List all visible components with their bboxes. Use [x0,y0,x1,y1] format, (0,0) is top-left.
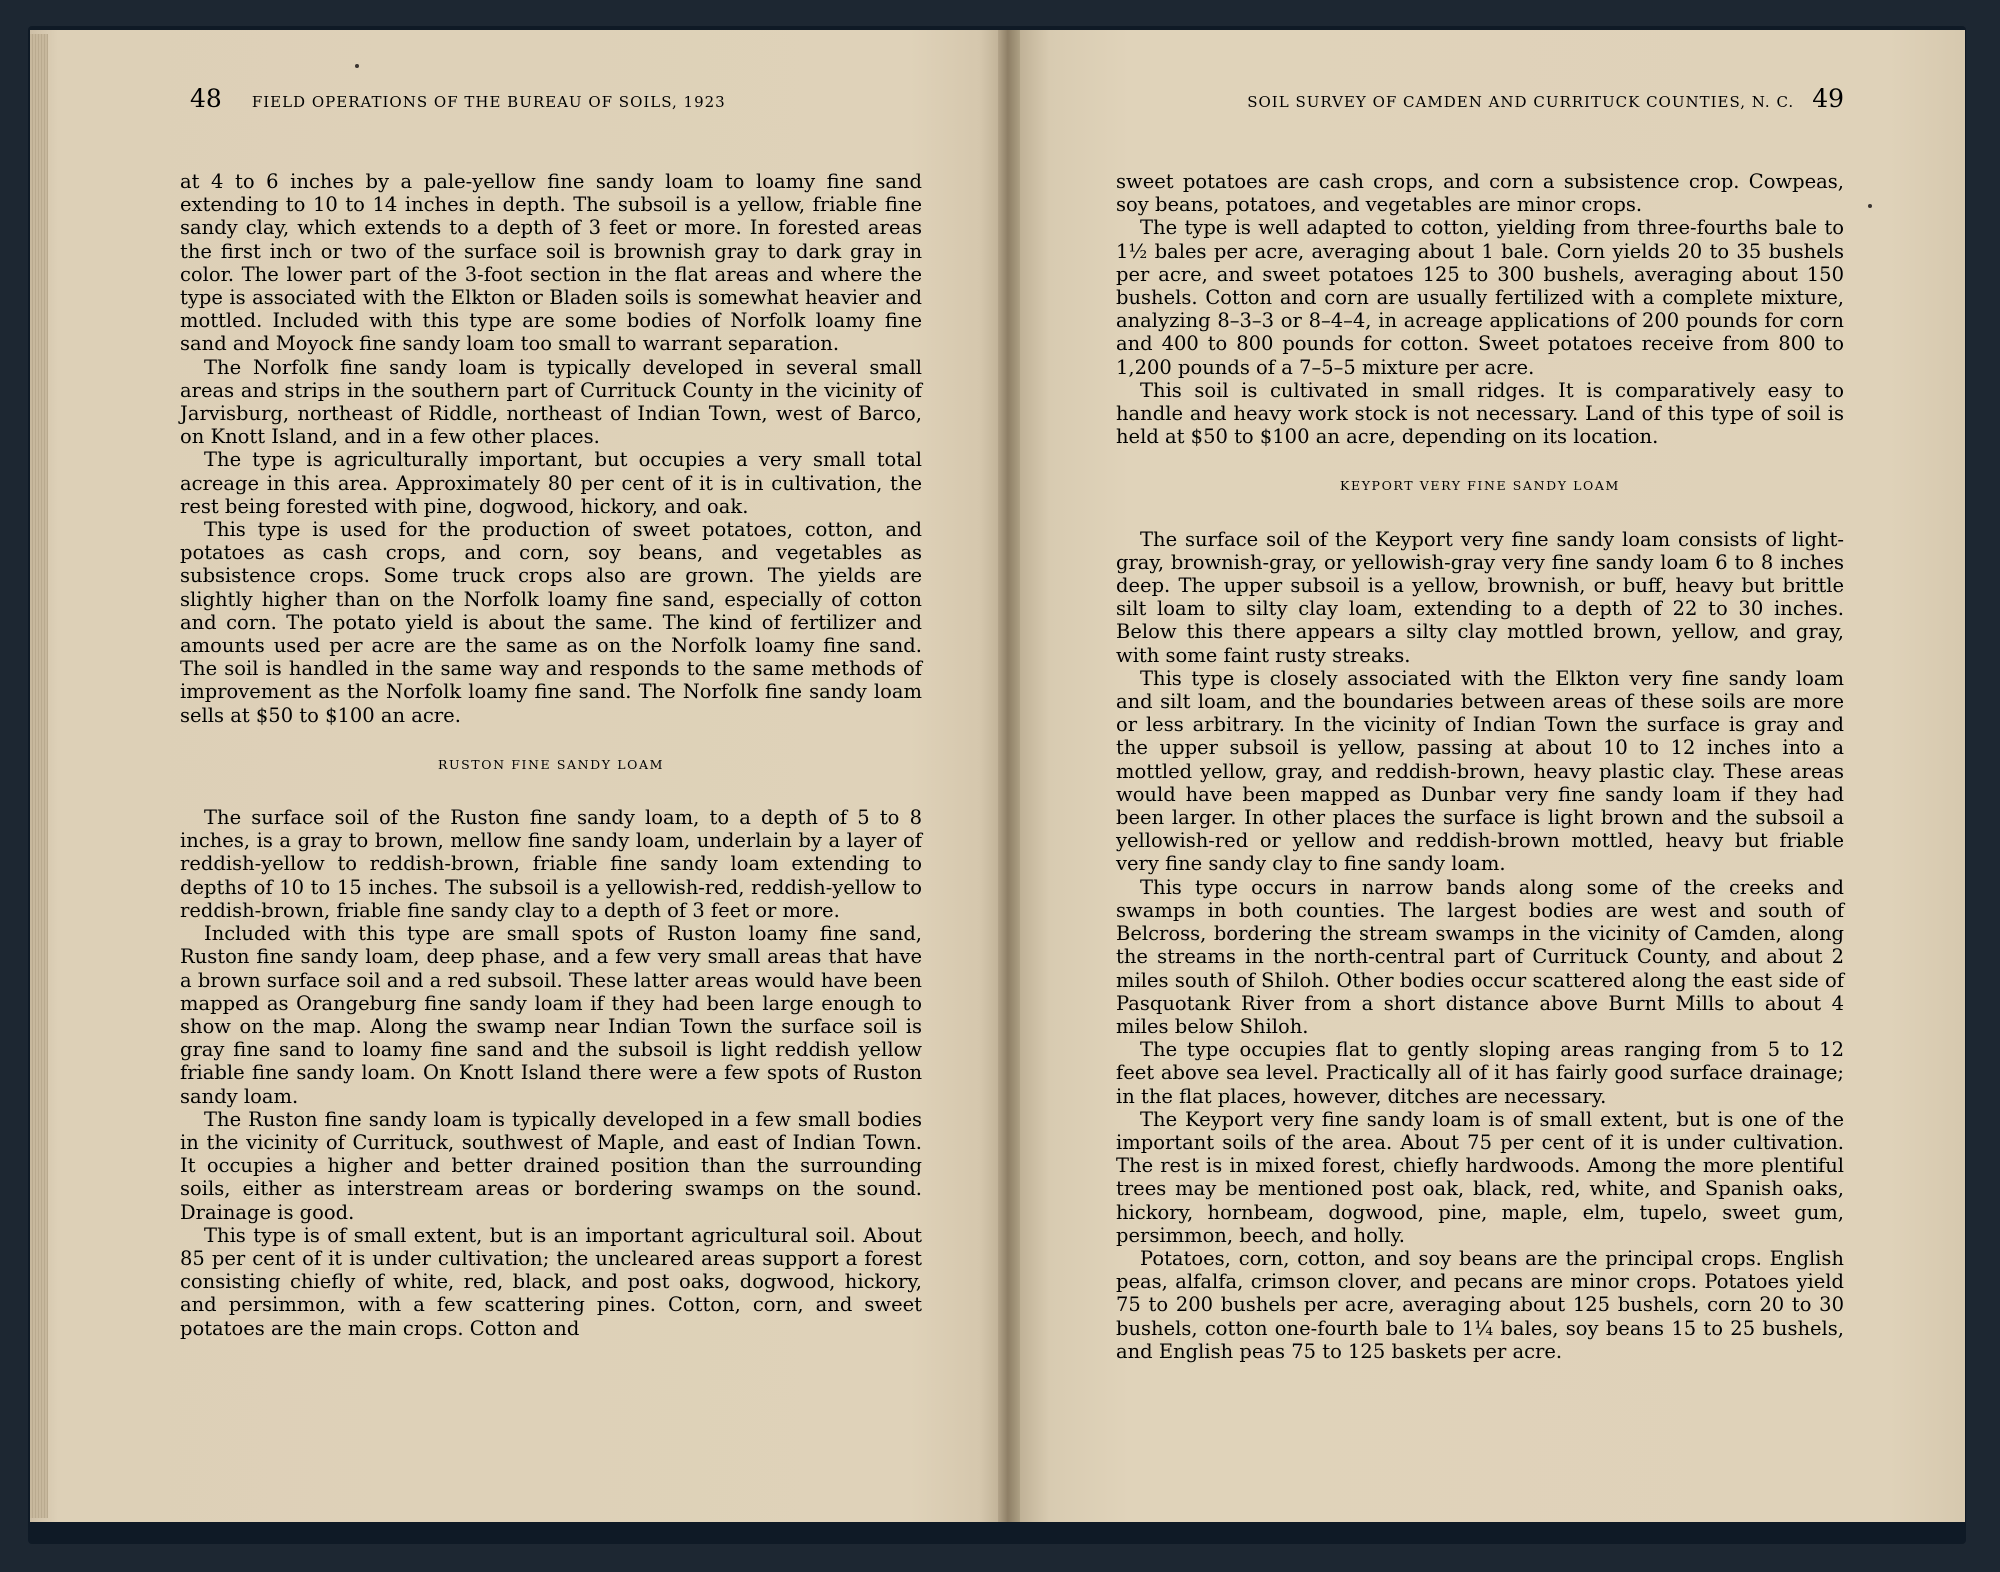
paragraph: The surface soil of the Keyport very fine sandy loam consists of light-gray, brownish-gray, or yellowish-gray very fine sandy loam 6 to 8 inches deep. The upper subsoil is a yellow, brownish, or buff, heavy but brittle silt loam to silty clay loam, extending to a depth of 22 to 30 inches. Below this there appears a silty clay mottled brown, yellow, and gray, with some faint rusty streaks. [1116,527,1844,667]
paragraph: The type is well adapted to cotton, yielding from three-fourths bale to 1½ bales per acre, averaging about 1 bale. Corn yields 20 to 35 bushels per acre, and sweet potatoes 125 to 300 bushels, averaging about 150 bushels. Cotton and corn are usually fertilized with a complete mixture, analyzing 8–3–3 or 8–4–4, in acreage applications of 200 pounds for corn and 400 to 800 pounds for cotton. Sweet potatoes receive from 800 to 1,200 pounds of a 7–5–5 mixture per acre. [1116,216,1844,379]
paragraph: The Keyport very fine sandy loam is of small extent, but is one of the important soils of the area. About 75 per cent of it is under cultivation. The rest is in mixed forest, chiefly hardwoods. Among the more plentiful trees may be mentioned post oak, black, red, white, and Spanish oaks, hickory, hornbeam, dogwood, pine, maple, elm, tupelo, sweet gum, persimmon, beech, and holly. [1116,1107,1844,1247]
paragraph: sweet potatoes are cash crops, and corn a subsistence crop. Cowpeas, soy beans, potatoes, and vegetables are minor crops. [1116,170,1844,217]
paragraph: The type occupies flat to gently sloping areas ranging from 5 to 12 feet above sea level. Practically all of it has fairly good surface drainage; in the flat places, however, ditches are necessary. [1116,1038,1844,1108]
left-text-column [180,170,922,1340]
paragraph: This type occurs in narrow bands along some of the creeks and swamps in both counties. The largest bodies are west and south of Belcross, bordering the stream swamps in the vicinity of Camden, along the streams in the north-central part of Currituck County, and about 2 miles south of Shiloh. Other bodies occur scattered along the east side of Pasquotank River from a short distance above Burnt Mills to about 4 miles below Shiloh. [1116,875,1844,1038]
right-running-header [1172,84,1844,122]
paragraph: Included with this type are small spots of Ruston loamy fine sand, Ruston fine sandy loam, deep phase, and a few very small areas that have a brown surface soil and a red subsoil. These latter areas would have been mapped as Orangeburg fine sandy loam if they had been large enough to show on the map. Along the swamp near Indian Town the surface soil is gray fine sand to loamy fine sand and the subsoil is light reddish yellow friable fine sandy loam. On Knott Island there were a few spots of Ruston sandy loam. [180,922,922,1108]
section-heading: KEYPORT VERY FINE SANDY LOAM [1340,478,1620,494]
paragraph: The type is agriculturally important, but occupies a very small total acreage in this area. Approximately 80 per cent of it is in cultivation, the rest being forested with pine, dogwood, hickory, and oak. [180,448,922,518]
paragraph: This soil is cultivated in small ridges. It is comparatively easy to handle and heavy work stock is not necessary. Land of this type of soil is held at $50 to $100 an acre, depending on its location. [1116,378,1844,449]
paragraph: The surface soil of the Ruston fine sandy loam, to a depth of 5 to 8 inches, is a gray to brown, mellow fine sandy loam, underlain by a layer of reddish-yellow to reddish-brown, friable fine sandy loam extending to depths of 10 to 15 inches. The subsoil is a yellowish-red, reddish-yellow to reddish-brown, friable fine sandy clay to a depth of 3 feet or more. [180,806,922,922]
left-page-number: 48 [190,84,222,113]
paper-speck [1868,204,1872,208]
paragraph: This type is closely associated with the Elkton very fine sandy loam and silt loam, and the boundaries between areas of these soils are more or less arbitrary. In the vicinity of Indian Town the surface is gray and the upper subsoil is yellow, passing at about 10 to 12 inches into a mottled yellow, gray, and reddish-brown, heavy plastic clay. These areas would have been mapped as Dunbar very fine sandy loam if they had been larger. In other places the surface is light brown and the subsoil a yellowish-red or yellow and reddish-brown mottled, heavy but friable very fine sandy clay to fine sandy loam. [1116,666,1844,876]
paragraph: This type is used for the production of sweet potatoes, cotton, and potatoes as cash crops, and corn, soy beans, and vegetables as subsistence crops. Some truck crops also are grown. The yields are slightly higher than on the Norfolk loamy fine sand, especially of cotton and corn. The potato yield is about the same. The kind of fertilizer and amounts used per acre are the same as on the Norfolk loamy fine sand. The soil is handled in the same way and responds to the same methods of improvement as the Norfolk loamy fine sand. The Norfolk fine sandy loam sells at $50 to $100 an acre. [180,518,922,727]
right-running-head-text: SOIL SURVEY OF CAMDEN AND CURRITUCK COUNTIES, N. C. [1247,93,1795,111]
left-running-header [190,84,920,122]
right-text-column [1116,170,1844,1363]
page-edges [30,34,48,1518]
section-heading: RUSTON FINE SANDY LOAM [437,756,664,772]
paper-speck [355,64,359,68]
paragraph: The Ruston fine sandy loam is typically developed in a few small bodies in the vicinity of Currituck, southwest of Maple, and east of Indian Town. It occupies a higher and better drained position than the surrounding soils, either as interstream areas or bordering swamps on the sound. Drainage is good. [180,1107,922,1224]
paragraph: This type is of small extent, but is an important agricultural soil. About 85 per cent of it is under cultivation; the uncleared areas support a forest consisting chiefly of white, red, black, and post oaks, dogwood, hickory, and persimmon, with a few scattering pines. Cotton, corn, and sweet potatoes are the main crops. Cotton and [180,1223,922,1340]
book-gutter [998,30,1020,1522]
right-page-number: 49 [1812,84,1844,113]
paragraph: The Norfolk fine sandy loam is typically developed in several small areas and strips in the southern part of Currituck County in the vicinity of Jarvisburg, northeast of Riddle, northeast of Indian Town, west of Barco, on Knott Island, and in a few other places. [180,355,922,449]
paragraph: at 4 to 6 inches by a pale-yellow fine sandy loam to loamy fine sand extending to 10 to 14 inches in depth. The subsoil is a yellow, friable fine sandy clay, which extends to a depth of 3 feet or more. In forested areas the first inch or two of the surface soil is brownish gray to dark gray in color. The lower part of the 3-foot section in the flat areas and where the type is associated with the Elkton or Bladen soils is somewhat heavier and mottled. Included with this type are some bodies of Norfolk loamy fine sand and Moyock fine sandy loam too small to warrant separation. [180,170,922,356]
paragraph: Potatoes, corn, cotton, and soy beans are the principal crops. English peas, alfalfa, crimson clover, and pecans are minor crops. Potatoes yield 75 to 200 bushels per acre, averaging about 125 bushels, corn 20 to 30 bushels, cotton one-fourth bale to 1¼ bales, soy beans 15 to 25 bushels, and English peas 75 to 125 baskets per acre. [1116,1246,1844,1363]
left-running-head-text: FIELD OPERATIONS OF THE BUREAU OF SOILS, 1923 [251,93,726,111]
